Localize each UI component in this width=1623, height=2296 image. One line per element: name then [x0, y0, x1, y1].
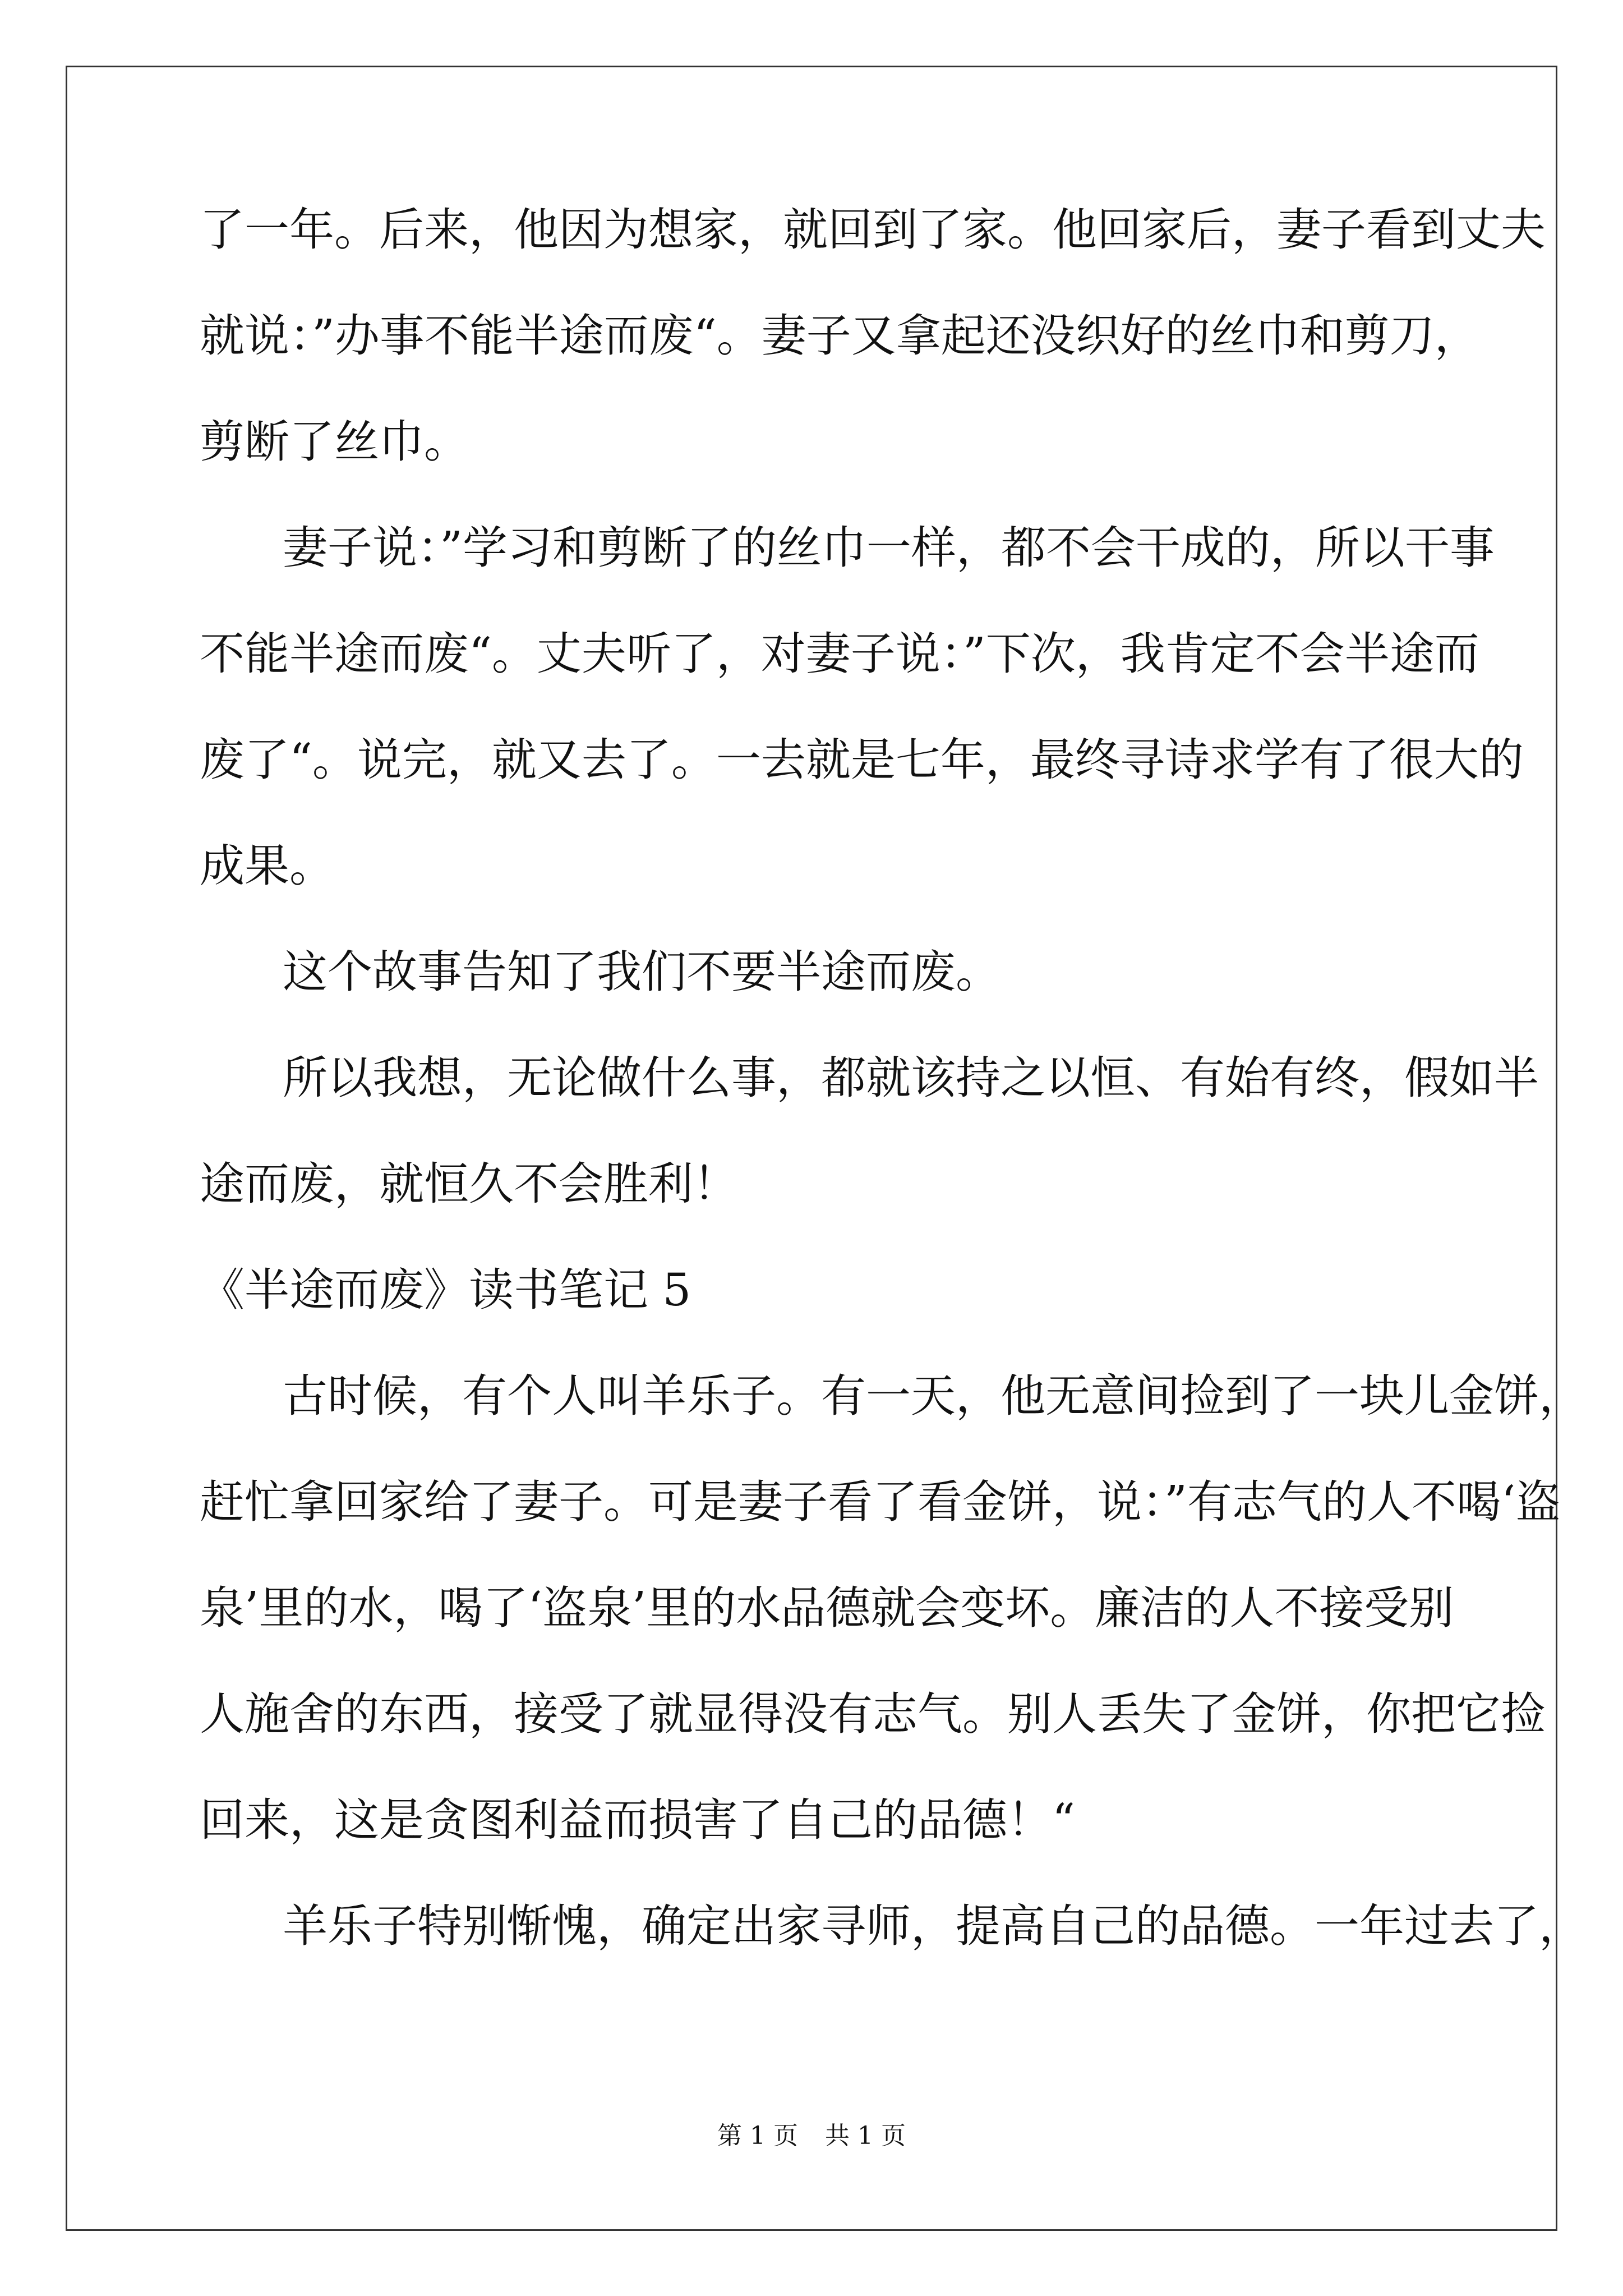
text-line: 人施舍的东西，接受了就显得没有志气。别人丢失了金饼，你把它捡	[200, 1688, 1546, 1740]
text-line: 废了“。说完，就又去了。一去就是七年，最终寻诗求学有了很大的	[200, 734, 1524, 786]
section-heading: 《半途而废》读书笔记 5	[200, 1264, 691, 1316]
text-line: 回来，这是贪图利益而损害了自己的品德！“	[200, 1794, 1075, 1846]
text-line: 剪断了丝巾。	[200, 416, 469, 468]
page-footer	[0, 2119, 1623, 2153]
text-line: 途而废，就恒久不会胜利！	[200, 1158, 738, 1210]
text-line: 就说：”办事不能半途而废“。妻子又拿起还没织好的丝巾和剪刀，	[200, 310, 1479, 362]
page-total: 共 1 页	[825, 2122, 906, 2150]
paragraph-start: 所以我想，无论做什么事，都就该持之以恒、有始有终，假如半	[283, 1052, 1539, 1104]
paragraph-start: 妻子说：”学习和剪断了的丝巾一样，都不会干成的，所以干事	[283, 522, 1495, 574]
paragraph-start: 羊乐子特别惭愧，确定出家寻师，提高自己的品德。一年过去了，	[283, 1900, 1584, 1952]
paragraph-start: 古时候，有个人叫羊乐子。有一天，他无意间捡到了一块儿金饼，	[283, 1370, 1584, 1422]
text-line: 了一年。后来，他因为想家，就回到了家。他回家后，妻子看到丈夫	[200, 204, 1546, 256]
text-line: 不能半途而废“。丈夫听了，对妻子说：”下次，我肯定不会半途而	[200, 628, 1479, 680]
text-line: 成果。	[200, 840, 334, 892]
text-line: 泉’里的水，喝了‘盗泉’里的水品德就会变坏。廉洁的人不接受别	[200, 1582, 1454, 1634]
paragraph-start: 这个故事告知了我们不要半途而废。	[283, 946, 1000, 998]
page-number: 第 1 页	[717, 2122, 798, 2150]
text-line: 赶忙拿回家给了妻子。可是妻子看了看金饼，说：”有志气的人不喝‘盗	[200, 1476, 1561, 1528]
